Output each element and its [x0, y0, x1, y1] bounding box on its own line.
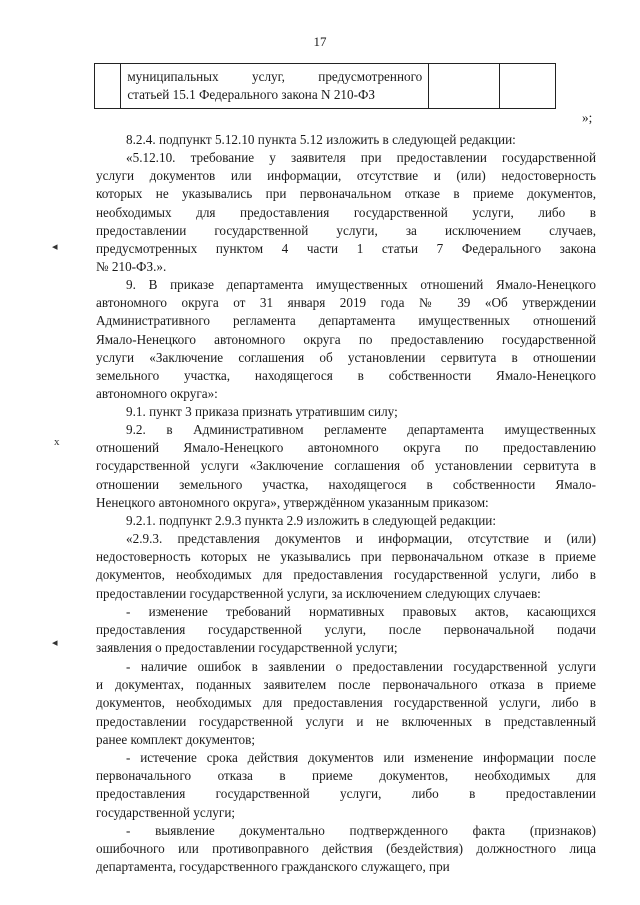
text-line: отношений Ямало-Ненецкого автономного округа по предоставлению [96, 440, 596, 456]
text-line: которых не указывались при первоначальном отказе в приеме документов, [96, 186, 596, 202]
text-line: документов, необходимых для предоставления государственной услуги, либо в [96, 567, 596, 583]
text-line: Ненецкого автономного округа», утверждённом указанным приказом: [96, 494, 489, 510]
text-line: департамента, государственного гражданского служащего, при [96, 859, 450, 875]
paragraph [96, 149, 596, 276]
text-line: - истечение срока действия документов или изменение информации после [126, 750, 596, 765]
text-line: 9.2.1. подпункт 2.9.3 пункта 2.9 изложить в следующей редакции: [126, 513, 497, 528]
text-line: ранее комплект документов; [96, 731, 255, 747]
table-cell-empty [95, 64, 121, 109]
margin-mark: x [54, 436, 60, 448]
table-line: статьей 15.1 Федерального закона N 210-ФЗ [127, 87, 376, 102]
table-line: муниципальных услуг, предусмотренного [127, 69, 423, 84]
text-line: - изменение требований нормативных правовых актов, касающихся [126, 604, 596, 619]
text-line: № 210-ФЗ.». [96, 259, 167, 275]
paragraph [96, 276, 596, 403]
paragraph [96, 822, 596, 877]
text-line: 8.2.4. подпункт 5.12.10 пункта 5.12 изложить в следующей редакции: [126, 132, 516, 147]
text-line: предоставлении государственной услуги и не включенных в представленный [96, 713, 596, 729]
text-line: первоначального отказа в приеме документов, необходимых для [96, 768, 596, 784]
text-line: услуги документов или информации, отсутствие и (или) недостоверность [96, 168, 596, 184]
table-fragment [94, 63, 556, 109]
paragraph [96, 131, 596, 149]
text-line: документов, необходимых для предоставления государственной услуги, либо в [96, 695, 596, 711]
table-cell-empty [429, 64, 500, 109]
paragraph [96, 530, 596, 603]
text-line: и документах, поданных заявителем после первоначального отказа в приеме [96, 677, 596, 693]
text-line: «2.9.3. представления документов и информации, отсутствие и (или) [126, 531, 596, 546]
text-line: необходимых для предоставления государственной услуги, либо в [96, 204, 596, 220]
text-line: - наличие ошибок в заявлении о предоставлении государственной услуги [126, 659, 596, 674]
text-line: автономного округа от 31 января 2019 года № 39 «Об утверждении [96, 295, 596, 311]
margin-mark: ◂ [52, 241, 58, 253]
table-cell-text [121, 64, 429, 109]
text-line: заявления о предоставлении государственной услуги; [96, 640, 398, 656]
text-line: государственной услуги; [96, 804, 236, 820]
text-line: 9.2. в Административном регламенте департамента имущественных [126, 422, 596, 437]
page-number: 17 [313, 34, 327, 49]
paragraph [96, 421, 596, 512]
text-line: 9. В приказе департамента имущественных отношений Ямало-Ненецкого [126, 277, 596, 292]
text-line: предоставления государственной услуги, либо в предоставлении [96, 786, 596, 802]
text-line: «5.12.10. требование у заявителя при предоставлении государственной [126, 150, 596, 165]
text-line: земельного участка, находящегося в собственности Ямало-Ненецкого [96, 368, 596, 384]
text-line: предоставлении государственной услуги, за исключением следующих случаев: [96, 585, 541, 601]
paragraph [96, 658, 596, 749]
text-line: предоставлении государственной услуги, за исключением случаев, [96, 222, 596, 238]
closing-quote-mark: »; [582, 110, 593, 125]
table-cell-empty [500, 64, 556, 109]
text-line: отношении земельного участка, находящегося в собственности Ямало- [96, 476, 596, 492]
text-line: Ямало-Ненецкого автономного округа по предоставлению государственной [96, 331, 596, 347]
paragraph [96, 403, 596, 421]
text-line: - выявление документально подтвержденного факта (признаков) [126, 823, 596, 838]
text-line: предусмотренных пунктом 4 части 1 статьи 7 Федерального закона [96, 241, 596, 257]
text-line: автономного округа»: [96, 386, 218, 402]
text-line: услуги «Заключение соглашения об установлении сервитута в отношении [96, 349, 596, 365]
text-line: Административного регламента департамента имущественных отношений [96, 313, 596, 329]
text-line: государственной услуги «Заключение соглашения об установлении сервитута в [96, 458, 596, 474]
paragraph [96, 749, 596, 822]
text-line: предоставления государственной услуги, после первоначальной подачи [96, 622, 596, 638]
paragraph [96, 603, 596, 658]
text-line: 9.1. пункт 3 приказа признать утратившим силу; [126, 404, 398, 419]
margin-mark: ◂ [52, 637, 58, 649]
text-line: недостоверность которых не указывались при первоначальном отказе в приеме [96, 549, 596, 565]
text-line: ошибочного или противоправного действия (бездействия) должностного лица [96, 841, 596, 857]
paragraph [96, 512, 596, 530]
